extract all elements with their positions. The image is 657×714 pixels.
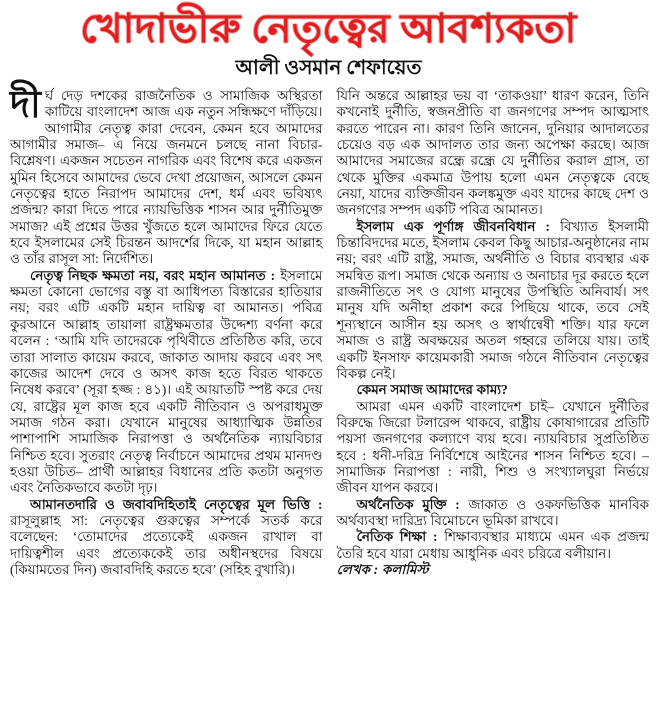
- page-title: খোদাভীরু নেতৃত্বের আবশ্যকতা: [80, 6, 577, 51]
- right-paragraph-1: যিনি অন্তরে আল্লাহর ভয় বা ‘তাকওয়া’ ধারণ করেন, তিনি কখনোই দুর্নীতি, স্বজনপ্রীতি বা জনগণের সম্পদ আত্মসাৎ করতে পারেন না। কারণ তিনি জানেন, দুনিয়ার আদালতের চেয়েও বড় এক আদালত তার জন্য অপেক্ষা করছে। আজ আমাদের সমাজের রন্ধ্রে রন্ধ্রে যে দুর্নীতির করাল গ্রাস, তা থেকে মুক্তির একমাত্র উপায় হলো এমন নেতৃত্বকে বেছে নেয়া, যাদের ব্যক্তিজীবন কলঙ্কমুক্ত এবং যাদের কাছে দেশ ও জনগণের সম্পদ একটি পবিত্র আমানত।: [336, 88, 649, 218]
- section-1: [10, 268, 323, 497]
- author-credit: লেখক : কলামিস্ট: [336, 561, 429, 577]
- drop-cap: দী: [10, 84, 41, 126]
- section-4-body-para: [337, 399, 650, 497]
- section-6: [337, 529, 650, 562]
- masthead: [0, 0, 657, 80]
- section-5-body: জাকাত ও ওকফভিত্তিক মানবিক অর্থব্যবস্থা দারিদ্র্য বিমোচনে ভূমিকা রাখবে।: [336, 496, 649, 528]
- section-3-body: বিখ্যাত ইসলামী চিন্তাবিদদের মতে, ইসলাম কেবল কিছু আচার-অনুষ্ঠানের নাম নয়; বরং এটি রাষ্ট্র, সমাজ, অর্থনীতি ও বিচার ব্যবস্থার এক সমন্বিত রূপ। সমাজ থেকে অন্যায় ও অনাচার দূর করতে হলে রাজনীতিতে সৎ ও যোগ্য মানুষের উপস্থিতি অনিবার্য। সৎ মানুষ যদি অনীহা প্রকাশ করে পিছিয়ে থাকে, তবে সেই শূন্যস্থানে আসীন হয় অসৎ ও স্বার্থান্বেষী শক্তি। যার ফলে সমাজ ও রাষ্ট্র অবক্ষয়ের অতল গহ্বরে তলিয়ে যায়। তাই একটি ইনসাফ কায়েমকারী সমাজ গঠনে নীতিবান নেতৃত্বের বিকল্প নেই।: [336, 218, 649, 381]
- section-4-body: আমরা এমন একটি বাংলাদেশ চাই– যেখানে দুর্নীতির বিরুদ্ধে জিরো টলারেন্স থাকবে, রাষ্ট্রীয় কোষাগারের প্রতিটি পয়সা জনগণের কল্যাণে ব্যয় হবে। ন্যায়বিচার সুপ্রতিষ্ঠিত হবে : ধনী-দরিদ্র নির্বিশেষে আইনের শাসন নিশ্চিত হবে। – সামাজিক নিরাপত্তা : নারী, শিশু ও সংখ্যালঘুরা নির্ভয়ে জীবন যাপন করবে।: [336, 398, 649, 496]
- section-2-heading: আমানতদারি ও জবাবদিহিতাই নেতৃত্বের মূল ভিত্তি :: [30, 496, 323, 512]
- right-column: [337, 88, 650, 578]
- section-5: [337, 497, 650, 530]
- section-1-heading: নেতৃত্ব নিছক ক্ষমতা নয়, বরং মহান আমানত :: [30, 267, 276, 283]
- section-6-body: শিক্ষাব্যবস্থার মাধ্যমে এমন এক প্রজন্ম তৈরি হবে যারা মেধায় আধুনিক এবং চরিত্রে বলীয়ান।: [336, 529, 649, 561]
- section-3-heading: ইসলাম এক পূর্ণাঙ্গ জীবনবিধান :: [356, 218, 550, 234]
- intro-paragraph-text: র্ঘ দেড় দশকের রাজনৈতিক ও সামাজিক অস্থিরতা কাটিয়ে বাংলাদেশ আজ এক নতুন সন্ধিক্ষণে দাঁড়িয়ে। আগামীর নেতৃত্ব কারা দেবেন, কেমন হবে আমাদের আগামীর সমাজ– এ নিয়ে জনমনে চলছে নানা বিচার-বিশ্লেষণ। একজন সচেতন নাগরিক এবং বিশেষ করে একজন মুমিন হিসেবে আমাদের ভেবে দেখা প্রয়োজন, আসলে কেমন নেতৃত্বের হাতে নিরাপদ আমাদের দেশ, ধর্ম এবং ভবিষ্যৎ প্রজন্ম? কারা দিতে পারে ন্যায়ভিত্তিক শাসন আর দুর্নীতিমুক্ত সমাজ? এই প্রশ্নের উত্তর খুঁজতে হলে আমাদের ফিরে যেতে হবে ইসলামের সেই চিরন্তন আদর্শের দিকে, যা মহান আল্লাহ ও তাঁর রাসূল সা: নির্দেশিত।: [10, 88, 323, 267]
- article-columns: [0, 80, 657, 578]
- section-3: [337, 219, 650, 382]
- section-2-body: রাসূলুল্লাহ সা: নেতৃত্বের গুরুত্বের সম্পর্কে সতর্ক করে বলেছেন: ‘তোমাদের প্রত্যেকেই একজন রাখাল বা দায়িত্বশীল এবং প্রত্যেককেই তার অধীনস্থদের বিষয়ে (কিয়ামতের দিন) জবাবদিহি করতে হবে’ (সহিহ বুখারি)।: [10, 512, 323, 577]
- author-byline: আলী ওসমান শেফায়েত: [235, 57, 422, 79]
- section-2: [10, 497, 323, 579]
- intro-paragraph: [10, 84, 323, 268]
- section-6-heading: নৈতিক শিক্ষা :: [356, 529, 438, 545]
- left-column: [10, 84, 323, 578]
- section-1-body: ইসলামে ক্ষমতা কোনো ভোগের বস্তু বা আধিপত্য বিস্তারের হাতিয়ার নয়; বরং এটি একটি মহান দায়িত্ব বা আমানত। পবিত্র কুরআনে আল্লাহ তায়ালা রাষ্ট্রক্ষমতার উদ্দেশ্য বর্ণনা করে বলেন : ‘আমি যদি তাদেরকে পৃথিবীতে প্রতিষ্ঠিত করি, তবে তারা সালাত কায়েম করবে, জাকাত আদায় করবে এবং সৎ কাজের আদেশ দেবে ও অসৎ কাজ হতে বিরত থাকতে নিষেধ করবে’ (সূরা হজ্জ : ৪১)। এই আয়াতটি স্পষ্ট করে দেয় যে, রাষ্ট্রের মূল কাজ হবে একটি নীতিবান ও অপরাধমুক্ত সমাজ গঠন করা। যেখানে মানুষের আধ্যাত্মিক উন্নতির পাশাপাশি সামাজিক নিরাপত্তা ও অর্থনৈতিক ন্যায়বিচার নিশ্চিত হবে। সুতরাং নেতৃত্ব নির্বাচনে আমাদের প্রথম মানদণ্ড হওয়া উচিত– প্রার্থী আল্লাহর বিধানের প্রতি কতটা অনুগত এবং নৈতিকভাবে কতটা দৃঢ়।: [10, 267, 323, 496]
- section-4-heading: কেমন সমাজ আমাদের কাম্য?: [356, 382, 508, 398]
- section-5-heading: অর্থনৈতিক মুক্তি :: [356, 496, 460, 512]
- section-4-heading-line: [337, 382, 650, 398]
